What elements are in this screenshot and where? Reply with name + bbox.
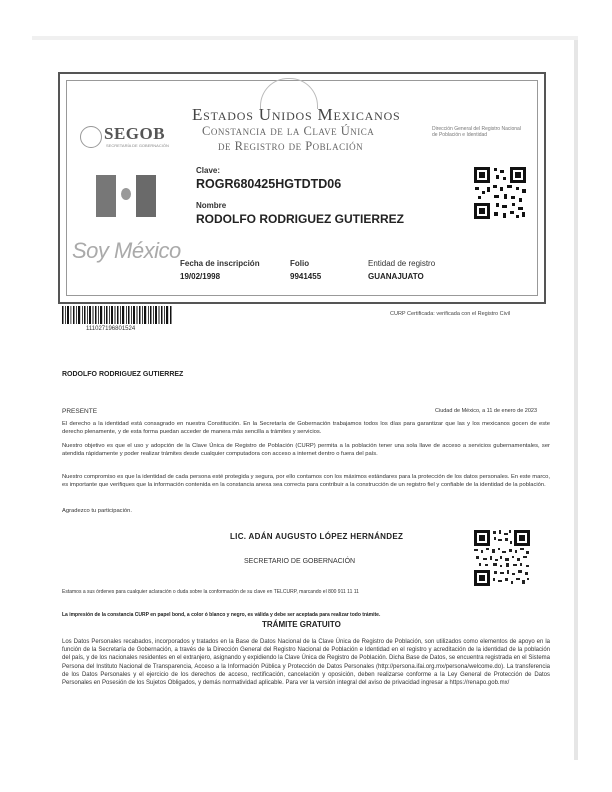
segob-logo: SEGOB xyxy=(104,124,166,143)
segob-subtitle: SECRETARÍA DE GOBERNACIÓN xyxy=(106,143,169,148)
entidad-value: GUANAJUATO xyxy=(368,272,424,281)
title-registro: de Registro de Población xyxy=(218,139,364,153)
paragraph-objetivo: Nuestro objetivo es que el uso y adopción de la Clave Única de Registro de Población (CURP) permita a la población tener una sola llave de acceso a servicios gubernamentales, ser atendida rápidamente y poder realizar trámites desde cualquier computadora con acceso a internet dentro o fuera del país. xyxy=(62,443,550,457)
place-date: Ciudad de México, a 11 de enero de 2023 xyxy=(435,408,538,414)
fecha-inscripcion-label: Fecha de inscripción xyxy=(180,259,260,268)
folio-label: Folio xyxy=(290,259,310,268)
page-edge-shadow xyxy=(574,40,578,760)
signer-name: LIC. ADÁN AUGUSTO LÓPEZ HERNÁNDEZ xyxy=(230,532,404,541)
paragraph-identidad: El derecho a la identidad está consagrado en nuestra Constitución. En la Secretaría de Gobernación trabajamos todos los días para garantizar que las y los mexicanos gocen de este derecho plenamente, y de esta forma puedan acceder de manera más sencilla a trámites y servicios. xyxy=(62,421,550,435)
segob-eagle-icon xyxy=(80,126,102,148)
nombre-value: RODOLFO RODRIGUEZ GUTIERREZ xyxy=(196,212,404,226)
paragraph-compromiso: Nuestro compromiso es que la identidad de cada persona esté protegida y segura, por ello contamos con los máximos estándares para la protección de los datos personales. En este marco, es importante que verifiques que la información contenida en la constancia anexa sea correcta para contribuir a la construcción de un registro fiel y confiable de la identidad de la población. xyxy=(62,474,550,488)
entidad-label: Entidad de registro xyxy=(368,259,436,268)
title-constancia: Constancia de la Clave Única xyxy=(202,124,375,138)
impression-note: La impresión de la constancia CURP en papel bond, a color ó blanco y negro, es válida y debe ser aceptada para realizar todo trámite. xyxy=(62,612,381,618)
telcurp-orders: Estamos a sus órdenes para cualquier aclaración o duda sobre la conformación de su clave en TELCURP, marcando el 800 911 11 11 xyxy=(62,589,359,595)
direccion-general: Dirección General del Registro Nacional de Población e Identidad xyxy=(432,126,521,138)
signer-title: SECRETARIO DE GOBERNACIÓN xyxy=(244,558,356,565)
barcode-number: 111027196801524 xyxy=(86,326,136,332)
fecha-inscripcion-value: 19/02/1998 xyxy=(180,272,221,281)
recipient-name: RODOLFO RODRIGUEZ GUTIERREZ xyxy=(62,371,184,378)
title-estados-unidos: Estados Unidos Mexicanos xyxy=(192,105,401,124)
thanks-text: Agradezco tu participación. xyxy=(62,508,132,514)
qr-code-icon xyxy=(472,165,528,221)
clave-label: Clave: xyxy=(196,166,221,175)
soy-mexico-logo: Soy México xyxy=(72,238,181,263)
mexico-flag-icon xyxy=(96,175,156,217)
presente-label: PRESENTE xyxy=(62,408,98,415)
barcode-icon xyxy=(62,306,172,324)
tramite-gratuito: TRÁMITE GRATUITO xyxy=(262,620,341,629)
privacy-notice: Los Datos Personales recabados, incorporados y tratados en la Base de Datos Nacional de la Clave Única de Registro de Población, son utilizados como elementos de apoyo en la función de la Secretaría de Gobernación, a través de la Dirección General del Registro Nacional de Población e Identidad en el registro y acreditación de la identidad de la población del país, y de los nacionales residentes en el extranjero, asignando y expidiendo la Clave Única de Registro de Población. Dicha Base de Datos, se encuentra registrada en el Sistema Persona del Instituto Nacional de Transparencia, Acceso a la Información Pública y Protección de Datos Personales (http://persona.ifai.org.mx/persona/welcome.do). La transferencia de los Datos Personales y el ejercicio de los derechos de acceso, rectificación, cancelación y oposición, deben realizarse conforme a la Ley General de Protección de Datos Personales en Posesión de los Sujetos Obligados, y demás normatividad aplicable. Para ver la versión integral del aviso de privacidad ingresar a https://renapo.gob.mx/ xyxy=(62,639,550,687)
clave-value: ROGR680425HGTDTD06 xyxy=(196,177,342,191)
folio-value: 9941455 xyxy=(290,272,322,281)
nombre-label: Nombre xyxy=(196,201,227,210)
curp-certified-note: CURP Certificada: verificada con el Registro Civil xyxy=(390,311,511,317)
qr-code-icon xyxy=(472,528,532,588)
